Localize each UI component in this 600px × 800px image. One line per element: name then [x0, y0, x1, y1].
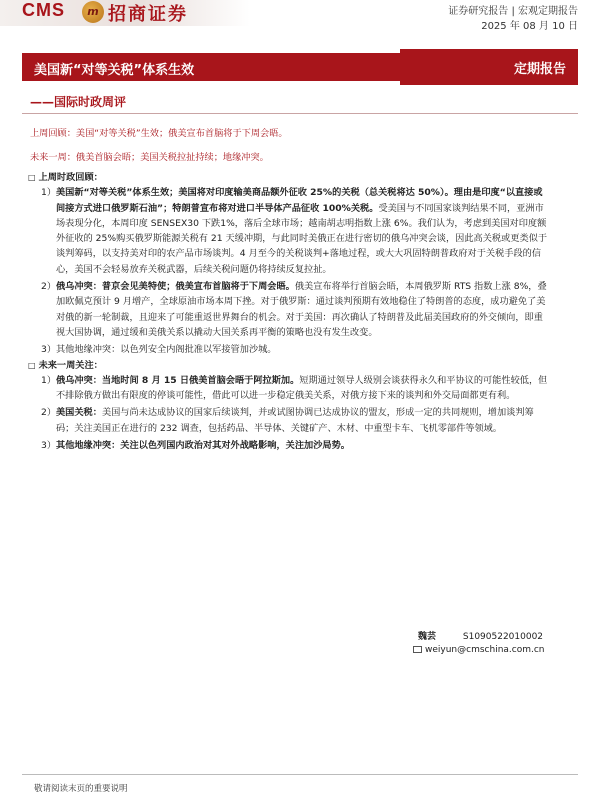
- footer-note: 敬请阅读末页的重要说明: [34, 784, 128, 794]
- summary: [30, 127, 288, 175]
- item-text: 俄美宣布将举行首脑会晤，本周俄罗斯 RTS 指数上涨 8%，叠加欧佩克预计 9 月增产，全球原油市场本周下挫。对于俄罗斯：通过谈判预期有效地稳住了特朗普的态度，成功避免了美对俄的新一轮制裁，且迎来了可能重返世界舞台的机会。对于美国：再次确认了特朗普及此届美国政府的外交倾向，即重视大国协调，通过缓和美俄关系以撬动大国关系再平衡的策略也没有发生改变。: [56, 281, 547, 338]
- mail-icon: [413, 646, 422, 653]
- author-cert: S1090522010002: [462, 632, 544, 642]
- item-number: 2）: [41, 407, 57, 419]
- logo-latin: CMS: [22, 0, 65, 20]
- section-heading-review: □ 上周时政回顾：: [28, 170, 550, 185]
- page-title: 美国新“对等关税”体系生效: [34, 63, 195, 78]
- section-heading-outlook: □ 未来一周关注：: [28, 358, 550, 373]
- author-line: [418, 629, 543, 642]
- logo-mark-icon: m: [82, 1, 104, 23]
- item-text: 受美国与不同国家谈判结果不同，亚洲市场表现分化，本周印度 SENSEX30 下跌1%，落后全球市场；越南胡志明指数上涨 6%。我们认为，考虑到美国对印度额外征收的 25%购买俄罗斯能源关税有 21 天缓冲期，与此同时美俄正在进行密切的俄乌冲突会谈，因此高关税或更类似于谈判筹码，以支持美对印的农产品市场谈判。4 月至今的关税谈判+落地过程，或大大巩固特朗普政府对于关税手段的信心，美国不会轻易放弃关税武器，后续关税问题仍将持续反复拉扯。: [56, 202, 548, 275]
- item-lead: 俄乌冲突：普京会见美特使；俄美宣布首脑将于下周会晤。: [56, 281, 295, 293]
- item-number: 2）: [41, 281, 57, 293]
- list-item: [28, 373, 550, 404]
- item-number: 1）: [41, 374, 57, 386]
- list-item: [28, 438, 550, 453]
- page-header: [0, 0, 600, 40]
- logo: [0, 0, 250, 26]
- item-text: 美国与尚未达成协议的国家后续谈判，并或试图协调已达成协议的盟友，形成一定的共同规则，增加谈判筹码；关注美国正在进行的 232 调查，包括药品、半导体、关键矿产、木材、中重型卡车、飞机零部件等领域。: [56, 407, 534, 434]
- subtitle: ——国际时政周评: [30, 95, 127, 109]
- summary-last-week: 上周回顾：美国“对等关税”生效；俄美宣布首脑将于下周会晤。: [30, 128, 288, 139]
- author-email[interactable]: weiyun@cmschina.com.cn: [425, 645, 545, 655]
- item-number: 3）: [41, 344, 57, 356]
- report-body: [28, 170, 550, 453]
- author-name: 魏芸: [418, 632, 437, 642]
- list-item: [28, 405, 550, 436]
- item-lead: 其他地缘冲突：关注以色列国内政治对其对外战略影响，关注加沙局势。: [56, 440, 350, 452]
- logo-chinese: 招商证券: [108, 4, 188, 25]
- author-email-line: [413, 645, 545, 655]
- report-date: 2025 年 08 月 10 日: [481, 21, 578, 32]
- list-item: [28, 342, 550, 357]
- footer-divider: [22, 774, 578, 775]
- report-tag-box: [400, 49, 578, 85]
- summary-next-week: 未来一周：俄美首脑会晤；美国关税拉扯持续；地缘冲突。: [30, 152, 269, 163]
- item-text: 其他地缘冲突：以色列安全内阁批准以军接管加沙城。: [56, 344, 277, 356]
- item-number: 1）: [41, 187, 57, 199]
- list-item: [28, 279, 550, 340]
- list-item: [28, 185, 550, 277]
- report-type: 证券研究报告 | 宏观定期报告: [448, 6, 578, 17]
- item-text: 短期通过领导人级别会谈获得永久和平协议的可能性较低，但不排除俄方做出有限度的停谈可能性，借此可以进一步稳定俄美关系，对俄方接下来的谈判和外交局面都更有利。: [56, 374, 548, 402]
- item-lead: 俄乌冲突：当地时间 8 月 15 日俄美首脑会晤于阿拉斯加。: [56, 374, 300, 386]
- item-number: 3）: [41, 440, 57, 452]
- item-lead: 美国关税：: [56, 407, 102, 419]
- item-lead: 美国新“对等关税”体系生效；美国将对印度输美商品额外征收 25%的关税（总关税将达 50%）。理由是印度“以直接或间接方式进口俄罗斯石油”；特朗普宣布将对进口半导体产品征收 100%关税。: [56, 187, 543, 214]
- divider: [22, 113, 578, 114]
- report-tag: 定期报告: [513, 62, 566, 77]
